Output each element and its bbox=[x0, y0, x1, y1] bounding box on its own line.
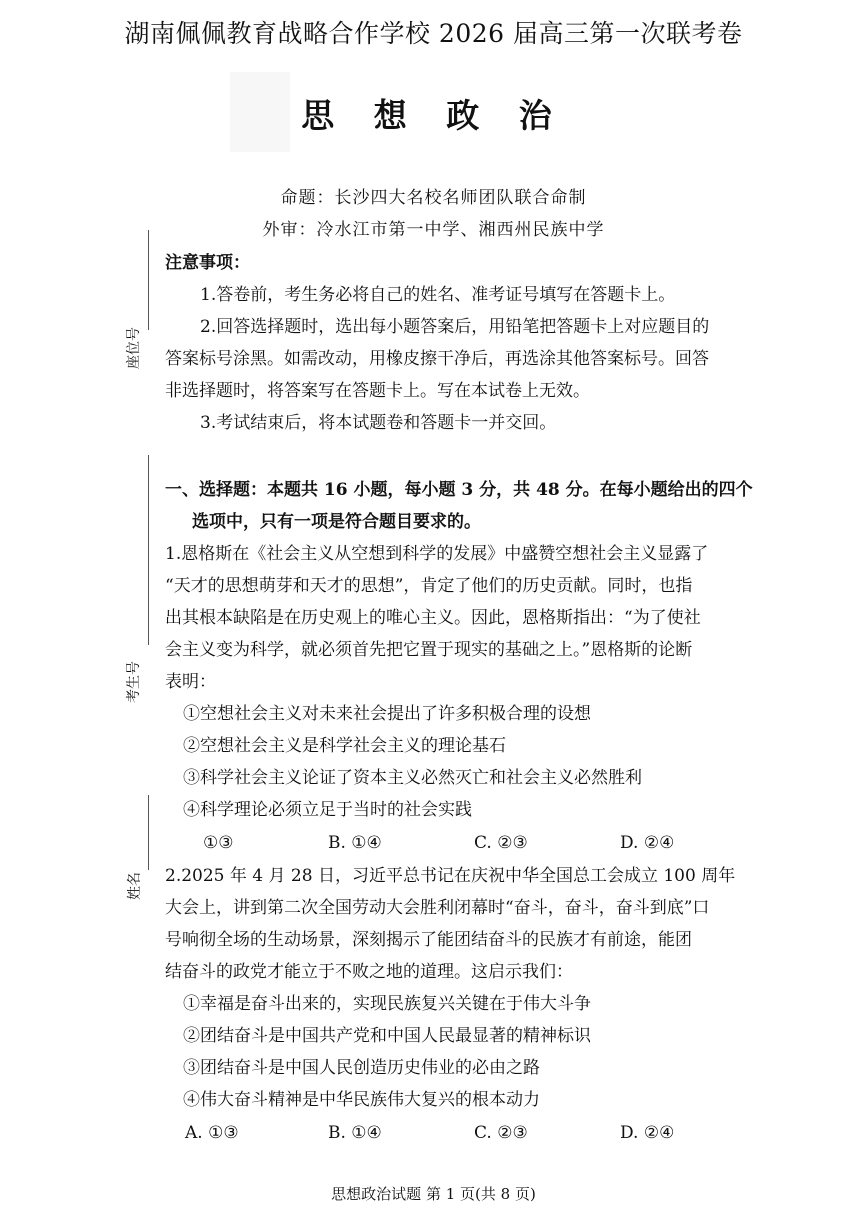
question-1-choice-b: B. ①④ bbox=[328, 833, 382, 853]
question-1-statement: ②空想社会主义是科学社会主义的理论基石 bbox=[183, 736, 506, 756]
question-2-stem: 结奋斗的政党才能立于不败之地的道理。这启示我们： bbox=[165, 962, 573, 982]
question-2-statement: ②团结奋斗是中国共产党和中国人民最显著的精神标识 bbox=[183, 1026, 591, 1046]
question-1-statement: ③科学社会主义论证了资本主义必然灭亡和社会主义必然胜利 bbox=[183, 768, 642, 788]
question-1-choice-d: D. ②④ bbox=[620, 833, 675, 853]
question-2-statement: ④伟大奋斗精神是中华民族伟大复兴的根本动力 bbox=[183, 1090, 540, 1110]
page-footer: 思想政治试题 第 1 页(共 8 页) bbox=[331, 1185, 536, 1203]
note-item: 1.答卷前，考生务必将自己的姓名、准考证号填写在答题卡上。 bbox=[200, 285, 676, 305]
notes-title: 注意事项： bbox=[165, 253, 250, 273]
subject-title: 思 想 政 治 bbox=[301, 96, 566, 135]
name-label: 姓名 bbox=[127, 872, 143, 900]
question-2-statement: ①幸福是奋斗出来的，实现民族复兴关键在于伟大斗争 bbox=[183, 994, 591, 1014]
question-1-stem: 会主义变为科学，就必须首先把它置于现实的基础之上。”恩格斯的论断 bbox=[165, 640, 693, 660]
question-2-choice-a: A. ①③ bbox=[185, 1123, 239, 1143]
name-line bbox=[148, 795, 149, 870]
question-2-statement: ③团结奋斗是中国人民创造历史伟业的必由之路 bbox=[183, 1058, 540, 1078]
note-item: 2.回答选择题时，选出每小题答案后，用铅笔把答题卡上对应题目的 bbox=[200, 317, 710, 337]
question-2-stem: 号响彻全场的生动场景，深刻揭示了能团结奋斗的民族才有前途，能团 bbox=[165, 930, 692, 950]
question-1-stem: “天才的思想萌芽和天才的思想”，肯定了他们的历史贡献。同时，也指 bbox=[165, 576, 693, 596]
question-2-stem: 大会上，讲到第二次全国劳动大会胜利闭幕时“奋斗，奋斗，奋斗到底”口 bbox=[165, 898, 710, 918]
question-1-statement: ①空想社会主义对未来社会提出了许多积极合理的设想 bbox=[183, 704, 591, 724]
note-item: 非选择题时，将答案写在答题卡上。写在本试卷上无效。 bbox=[165, 381, 590, 401]
exam-no-label: 考生号 bbox=[126, 661, 142, 703]
section-heading: 一、选择题：本题共 16 小题，每小题 3 分，共 48 分。在每小题给出的四个 bbox=[165, 480, 753, 500]
proposer-credit: 命题：长沙四大名校名师团队联合命制 bbox=[280, 188, 587, 208]
question-2-choice-c: C. ②③ bbox=[474, 1123, 528, 1143]
question-2-choice-b: B. ①④ bbox=[328, 1123, 382, 1143]
question-1-stem: 表明： bbox=[165, 672, 216, 692]
note-item: 3.考试结束后，将本试题卷和答题卡一并交回。 bbox=[200, 413, 557, 433]
question-1-choice-a: ①③ bbox=[203, 833, 234, 853]
exam-title: 湖南佩佩教育战略合作学校 2026 届高三第一次联考卷 bbox=[124, 19, 743, 48]
seat-label: 座位号 bbox=[126, 327, 142, 369]
question-1-statement: ④科学理论必须立足于当时的社会实践 bbox=[183, 800, 472, 820]
question-2-stem: 2.2025 年 4 月 28 日，习近平总书记在庆祝中华全国总工会成立 100 周年 bbox=[165, 866, 736, 886]
section-heading-cont: 选项中，只有一项是符合题目要求的。 bbox=[192, 512, 481, 532]
note-item: 答案标号涂黑。如需改动，用橡皮擦干净后，再选涂其他答案标号。回答 bbox=[165, 349, 709, 369]
seat-line bbox=[148, 230, 149, 330]
reviewer-credit: 外审：冷水江市第一中学、湘西州民族中学 bbox=[262, 220, 605, 240]
question-1-stem: 出其根本缺陷是在历史观上的唯心主义。因此，恩格斯指出：“为了使社 bbox=[165, 608, 701, 628]
question-1-choice-c: C. ②③ bbox=[474, 833, 528, 853]
question-1-stem: 1.恩格斯在《社会主义从空想到科学的发展》中盛赞空想社会主义显露了 bbox=[165, 544, 709, 564]
exam-no-line bbox=[148, 455, 149, 645]
question-2-choice-d: D. ②④ bbox=[620, 1123, 675, 1143]
